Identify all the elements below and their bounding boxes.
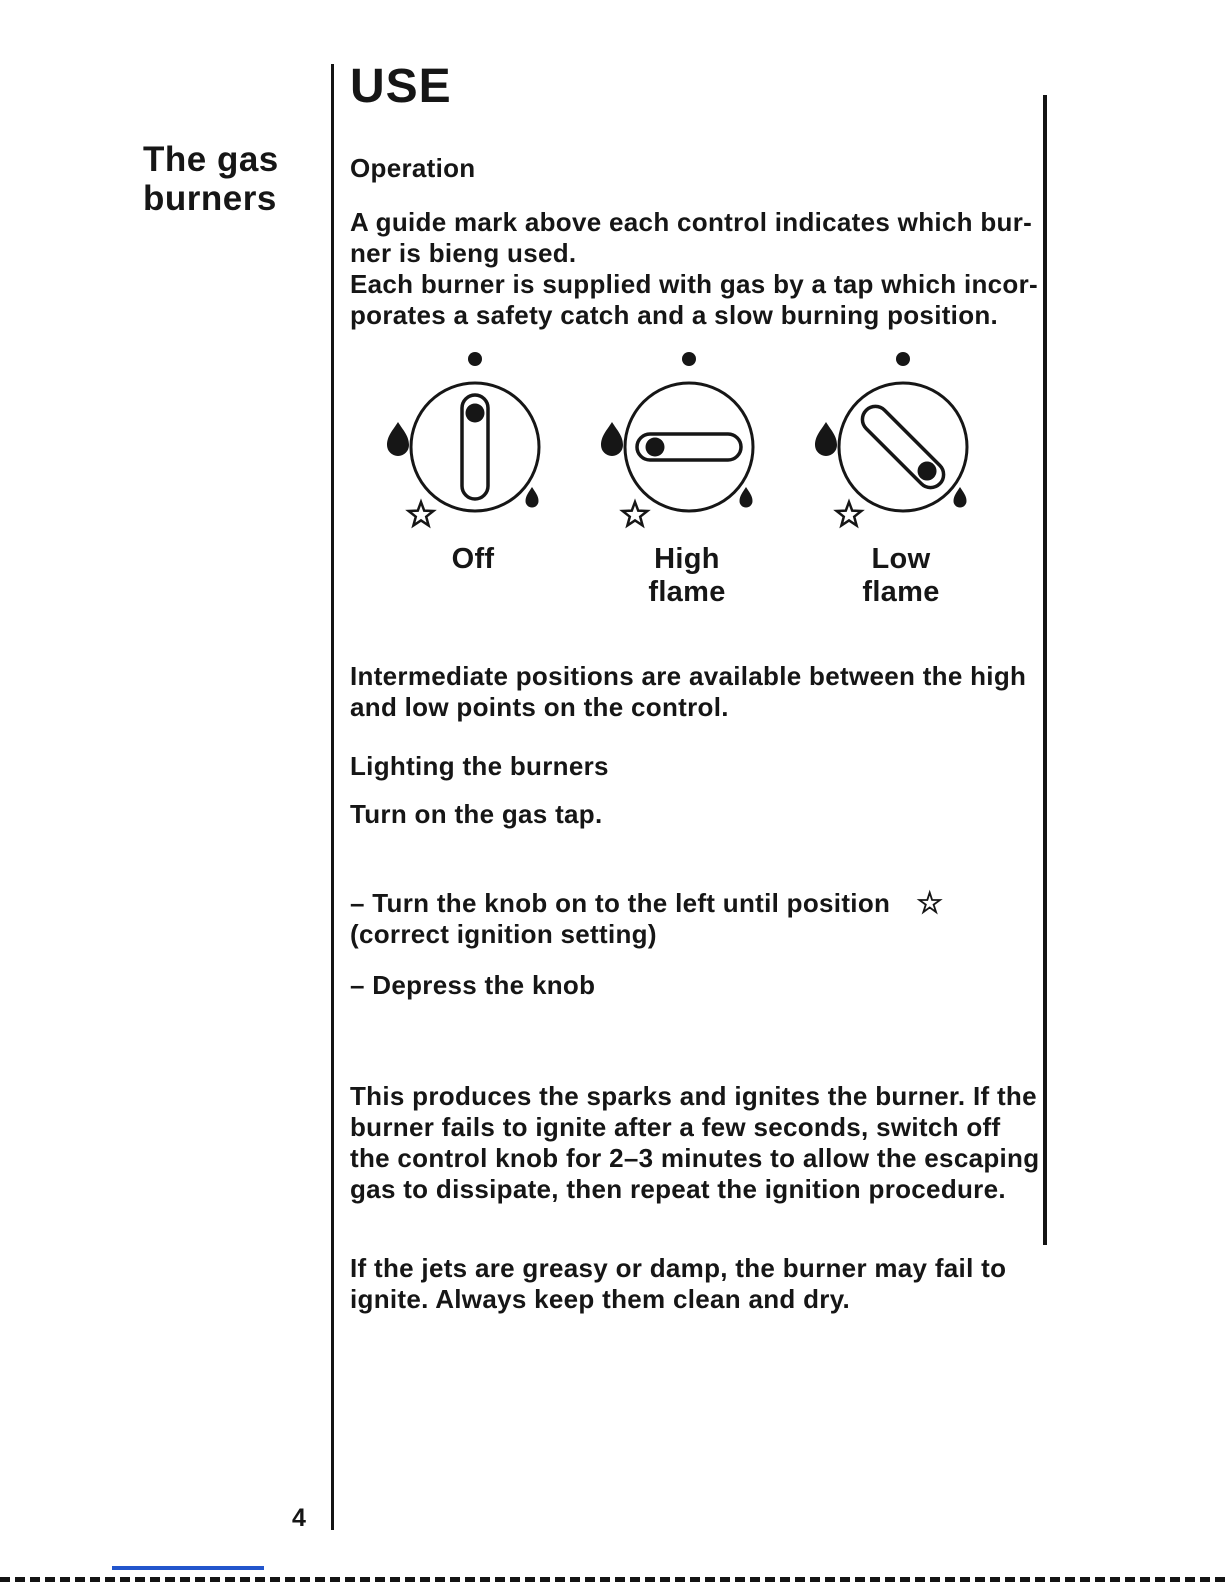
- knob-label-low-flame: Low flame: [862, 543, 940, 608]
- right-column-rule: [1043, 95, 1047, 1245]
- knob-label-off: Off: [451, 543, 495, 575]
- small-flame-icon: [954, 487, 967, 508]
- small-flame-icon: [740, 487, 753, 508]
- knob-diagram-high-flame: [592, 347, 782, 609]
- guide-mark-dot: [896, 352, 910, 366]
- left-column-rule: [331, 64, 334, 1530]
- ignition-star-icon: ☆: [916, 887, 944, 920]
- intermediate-paragraph: Intermediate positions are available between the high and low points on the control.: [350, 661, 1027, 722]
- knob-low-illustration: [806, 347, 996, 537]
- page-number: 4: [292, 1504, 306, 1532]
- star-icon: [837, 502, 862, 526]
- large-flame-icon: [601, 422, 623, 456]
- knob-diagram-off: [378, 347, 568, 609]
- step-turn-knob: [350, 888, 1040, 950]
- bottom-blue-line: [112, 1566, 264, 1570]
- guide-mark-dot: [468, 352, 482, 366]
- main-content: [350, 60, 1040, 1315]
- lighting-heading: Lighting the burners: [350, 751, 609, 781]
- turn-on-paragraph: Turn on the gas tap.: [350, 799, 603, 829]
- jets-paragraph: If the jets are greasy or damp, the burner may fail to ignite. Always keep them clean and dry.: [350, 1253, 1007, 1314]
- knob-diagrams: [378, 347, 1040, 609]
- margin-heading: The gas burners: [143, 140, 279, 218]
- large-flame-icon: [387, 422, 409, 456]
- star-icon: [623, 502, 648, 526]
- knob-label-high-flame: High flame: [648, 543, 726, 608]
- page-title: USE: [350, 60, 452, 113]
- knob-circle: [411, 383, 539, 511]
- step-turn-knob-text: – Turn the knob on to the left until position: [350, 888, 891, 918]
- small-flame-icon: [526, 487, 539, 508]
- step-depress-knob: – Depress the knob: [350, 970, 596, 1000]
- knob-high-illustration: [592, 347, 782, 537]
- step-turn-knob-line: [350, 888, 1040, 919]
- sparks-paragraph: This produces the sparks and ignites the burner. If the burner fails to ignite after a few seconds, switch off the control knob for 2–3 minutes to allow the escaping gas to dissipate, then repeat the ignition procedure.: [350, 1081, 1040, 1204]
- bottom-dashed-rule: [0, 1577, 1225, 1582]
- knob-circle: [839, 383, 967, 511]
- operation-paragraph: A guide mark above each control indicates which bur- ner is bieng used. Each burner is supplied with gas by a tap which incor- porates a safety catch and a slow burning position.: [350, 207, 1038, 330]
- large-flame-icon: [815, 422, 837, 456]
- guide-mark-dot: [682, 352, 696, 366]
- knob-off-illustration: [378, 347, 568, 537]
- knob-circle: [625, 383, 753, 511]
- step-turn-knob-subtext: (correct ignition setting): [350, 919, 657, 949]
- knob-diagram-low-flame: [806, 347, 996, 609]
- operation-heading: Operation: [350, 153, 476, 183]
- star-icon: [409, 502, 434, 526]
